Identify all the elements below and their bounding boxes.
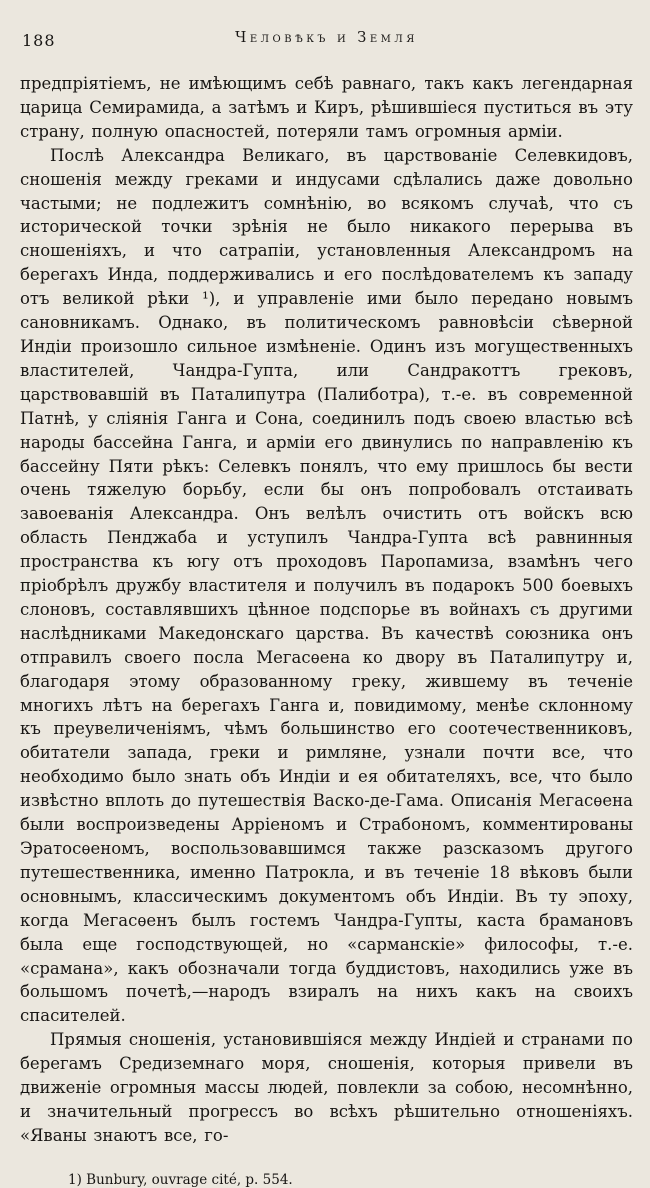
page-number: 188 (22, 31, 56, 50)
text-block (20, 72, 633, 1148)
page-header (20, 30, 633, 54)
running-title: Человѣкъ и Земля (235, 30, 418, 46)
footnote (20, 1172, 633, 1188)
body-paragraph: предпріятіемъ, не имѣющимъ себѣ равнаго, такъ какъ легендарная царица Семирамида, а затѣмъ и Киръ, рѣшившіеся пуститься въ эту страну, полную опасностей, потеряли тамъ огромныя арміи. (20, 74, 633, 141)
body-paragraph: Послѣ Александра Великаго, въ царствованіе Селевкидовъ, сношенія между греками и индусами сдѣлались даже довольно частыми; не подлежитъ сомнѣнію, во всякомъ случаѣ, что съ исторической точки зрѣнія не было никакого перерыва въ сношеніяхъ, и что сатрапіи, установленныя Александромъ на берегахъ Инда, поддерживались и его послѣдователемъ къ западу отъ великой рѣки ¹), и управленіе ими было передано новымъ сановникамъ. Однако, въ политическомъ равновѣсіи сѣверной Индіи произошло сильное измѣненіе. Одинъ изъ могущественныхъ властителей, Чандра-Гупта, или Сандракоттъ грековъ, царствовавшій въ Паталипутра (Палиботра), т.-е. въ современной Патнѣ, у сліянія Ганга и Сона, соединилъ подъ своею властью всѣ народы бассейна Ганга, и арміи его двинулись по направленію къ бассейну Пяти рѣкъ: Селевкъ понялъ, что ему пришлось бы вести очень тяжелую борьбу, если бы онъ попробовалъ отстаивать завоеванія Александра. Онъ велѣлъ очистить отъ войскъ всю область Пенджаба и уступилъ Чандра-Гупта всѣ равнинныя пространства къ югу отъ проходовъ Паропамиза, взамѣнъ чего пріобрѣлъ дружбу властителя и получилъ въ подарокъ 500 боевыхъ слоновъ, составлявшихъ цѣнное подспорье въ войнахъ съ другими наслѣдниками Македонскаго царства. Въ качествѣ союзника онъ отправилъ своего посла Мегасѳена ко двору въ Паталипутру и, благодаря этому образованному греку, жившему въ теченіе многихъ лѣтъ на берегахъ Ганга и, повидимому, менѣе склонному къ преувеличеніямъ, чѣмъ большинство его соотечественниковъ, обитатели запада, греки и римляне, узнали почти все, что необходимо было знать объ Индіи и ея обитателяхъ, все, что было извѣстно вплоть до путешествія Васко-де-Гама. Описанія Мегасѳена были воспроизведены Арріеномъ и Страбономъ, комментированы Эратосѳеномъ, воспользовавшимся также разсказомъ другого путешественника, именно Патрокла, и въ теченіе 18 вѣковъ были основнымъ, классическимъ документомъ объ Индіи. Въ ту эпоху, когда Мегасѳенъ былъ гостемъ Чандра-Гупты, каста брамановъ была еще господствующей, но «сарманскіе» философы, т.-е. «срамана», какъ обозначали тогда буддистовъ, находились уже въ большомъ почетѣ,—народъ взиралъ на нихъ какъ на своихъ спасителей. (20, 145, 633, 1026)
footnote-text: 1) Bunbury, ouvrage cité, p. 554. (68, 1171, 293, 1188)
body-paragraph: Прямыя сношенія, установившіяся между Индіей и странами по берегамъ Средиземнаго моря, сношенія, которыя привели въ движеніе огромныя массы людей, повлекли за собою, несомнѣнно, и значительный прогрессъ во всѣхъ рѣшительно отношеніяхъ. «Яваны знаютъ все, го- (20, 1030, 633, 1145)
